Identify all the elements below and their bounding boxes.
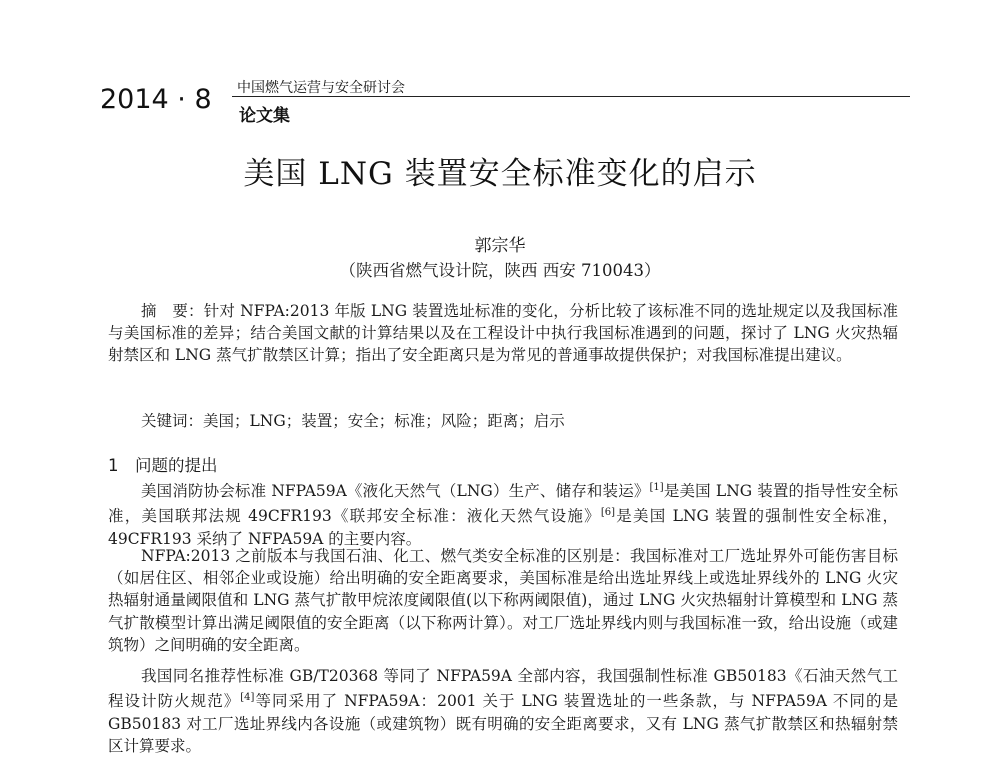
keywords-label: 关键词： xyxy=(141,412,204,430)
paragraph-2: NFPA:2013 之前版本与我国石油、化工、燃气类安全标准的区别是：我国标准对工厂选址界外可能伤害目标（如居住区、相邻企业或设施）给出明确的安全距离要求，美国标准是给出选址界线上或选址界线外的 LNG 火灾热辐射通量阈限值和 LNG 蒸气扩散甲烷浓度阈限值(以下称两阈限值)，通过 LNG 火灾热辐射计算模型和 LNG 蒸气扩散模型计算出满足阈限值的安全距离（以下称两计算）。对工厂选址界线内则与我国标准一致，给出设施（或建筑物）之间明确的安全距离。 xyxy=(108,547,898,654)
header-rule xyxy=(232,96,910,97)
citation-ref: [1] xyxy=(649,482,664,493)
proceedings-label: 论文集 xyxy=(239,106,290,126)
author-affiliation: （陕西省燃气设计院，陕西 西安 710043） xyxy=(339,261,661,280)
citation-ref: [6] xyxy=(600,507,616,519)
paragraph-1: 美国消防协会标准 NFPA59A《液化天然气（LNG）生产、储存和装运》[1]是美国 LNG 装置的指导性安全标准，美国联邦法规 49CFR193《联邦安全标准：液化天然气设施》[6]是美国 LNG 装置的强制性安全标准，49CFR193 采纳了 NFPA59A 的主要内容。 xyxy=(108,482,899,548)
abstract xyxy=(108,300,898,367)
journal-issue: 2014 · 8 xyxy=(100,84,212,115)
abstract-label: 摘 要： xyxy=(141,302,204,320)
keywords-text: 美国；LNG；装置；安全；标准；风险；距离；启示 xyxy=(203,412,565,430)
section-heading: 1 问题的提出 xyxy=(108,456,218,475)
abstract-text: 针对 NFPA:2013 年版 LNG 装置选址标准的变化，分析比较了该标准不同的选址规定以及我国标准与美国标准的差异；结合美国文献的计算结果以及在工程设计中执行我国标准遇到的问题，探讨了 LNG 火灾热辐射禁区和 LNG 蒸气扩散禁区计算；指出了安全距离只是为常见的普通事故提供保护；对我国标准提出建议。 xyxy=(108,302,898,365)
author-name: 郭宗华 xyxy=(474,236,526,256)
citation-ref: [4] xyxy=(240,692,255,704)
conference-name: 中国燃气运营与安全研讨会 xyxy=(237,80,405,96)
keywords xyxy=(108,410,898,432)
paragraph-3: 我国同名推荐性标准 GB/T20368 等同了 NFPA59A 全部内容，我国强制性标准 GB50183《石油天然气工程设计防火规范》[4]等同采用了 NFPA59A：2001 关于 LNG 装置选址的一些条款，与 NFPA59A 不同的是 GB50183 对工厂选址界线内各设施（或建筑物）既有明确的安全距离要求，又有 LNG 蒸气扩散禁区和热辐射禁区计算要求。 xyxy=(108,667,898,755)
article-title: 美国 LNG 装置安全标准变化的启示 xyxy=(243,156,757,192)
